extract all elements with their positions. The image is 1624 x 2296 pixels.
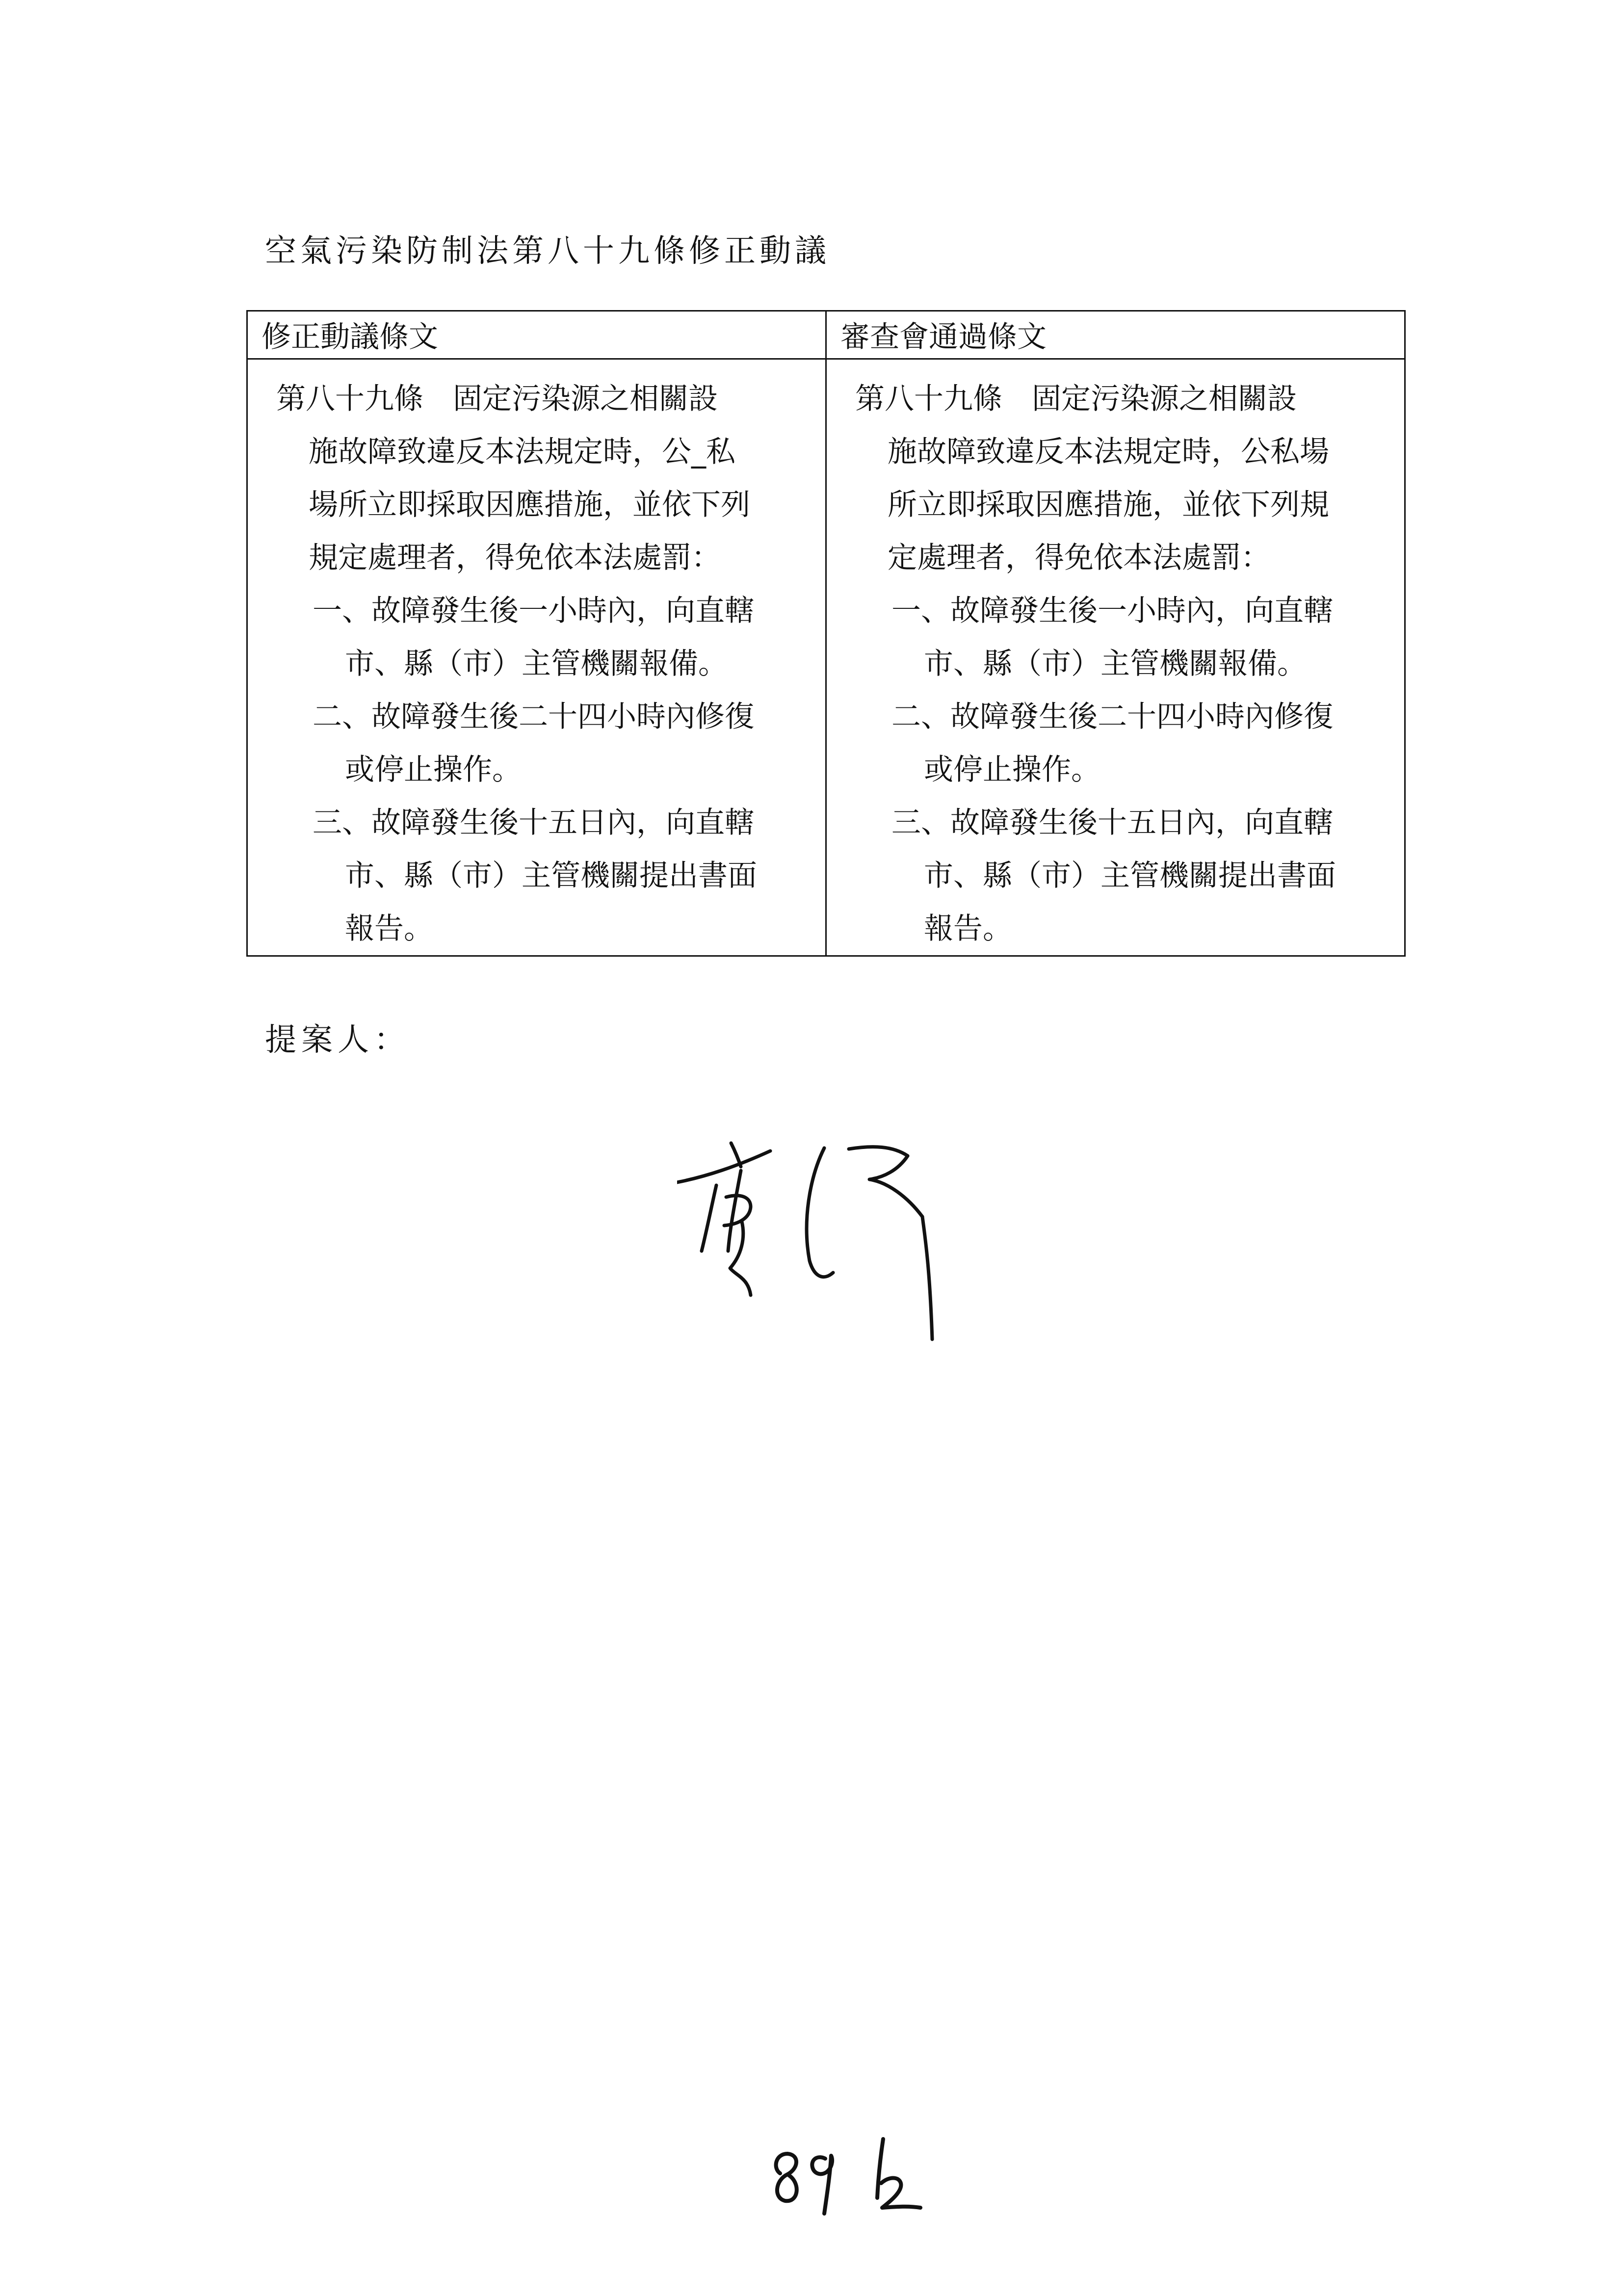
article-item-line: 市、縣（市）主管機關報備。	[345, 647, 728, 681]
article-item-line: 報告。	[924, 912, 1012, 946]
handwritten-signature	[677, 1128, 981, 1359]
article-number: 第八十九條	[276, 382, 423, 416]
article-item-line: 一、故障發生後一小時內，向直轄	[891, 594, 1333, 628]
article-item-line: 一、故障發生後一小時內，向直轄	[313, 594, 754, 628]
article-item-line: 市、縣（市）主管機關報備。	[924, 647, 1307, 681]
article-line: 規定處理者，得免依本法處罰：	[309, 541, 721, 575]
proposer-label: 提案人：	[265, 1022, 410, 1058]
article-item-line: 報告。	[345, 912, 433, 946]
committee-article-cell	[826, 359, 1405, 956]
amendment-article-cell	[247, 359, 826, 956]
comparison-table	[246, 310, 1406, 957]
article-line: 施故障致違反本法規定時，公私場	[888, 435, 1329, 469]
article-line: 所立即採取因應措施，並依下列規	[888, 488, 1329, 522]
article-heading	[276, 372, 815, 425]
article-item-line: 二、故障發生後二十四小時內修復	[891, 700, 1333, 734]
article-line: 定處理者，得免依本法處罰：	[888, 541, 1270, 575]
header-committee-text: 審查會通過條文	[826, 311, 1405, 359]
article-item-line: 或停止操作。	[345, 753, 522, 787]
article-number: 第八十九條	[855, 382, 1002, 416]
article-item-line: 市、縣（市）主管機關提出書面	[924, 859, 1336, 893]
article-line: 固定污染源之相關設	[1032, 382, 1297, 416]
article-item-line: 市、縣（市）主管機關提出書面	[345, 859, 757, 893]
article-item-line: 三、故障發生後十五日內，向直轄	[313, 806, 754, 840]
document-title: 空氣污染防制法第八十九條修正動議	[265, 233, 830, 269]
handwritten-page-number	[770, 2129, 967, 2218]
article-line: 固定污染源之相關設	[453, 382, 718, 416]
article-item-line: 三、故障發生後十五日內，向直轄	[891, 806, 1333, 840]
header-amendment-text: 修正動議條文	[247, 311, 826, 359]
article-heading	[855, 372, 1394, 425]
article-line: 場所立即採取因應措施，並依下列	[309, 488, 750, 522]
article-item-line: 或停止操作。	[924, 753, 1100, 787]
article-item-line: 二、故障發生後二十四小時內修復	[313, 700, 754, 734]
article-line: 施故障致違反本法規定時，公_私	[309, 435, 735, 469]
table-header-row	[247, 311, 1405, 359]
table-row	[247, 359, 1405, 956]
